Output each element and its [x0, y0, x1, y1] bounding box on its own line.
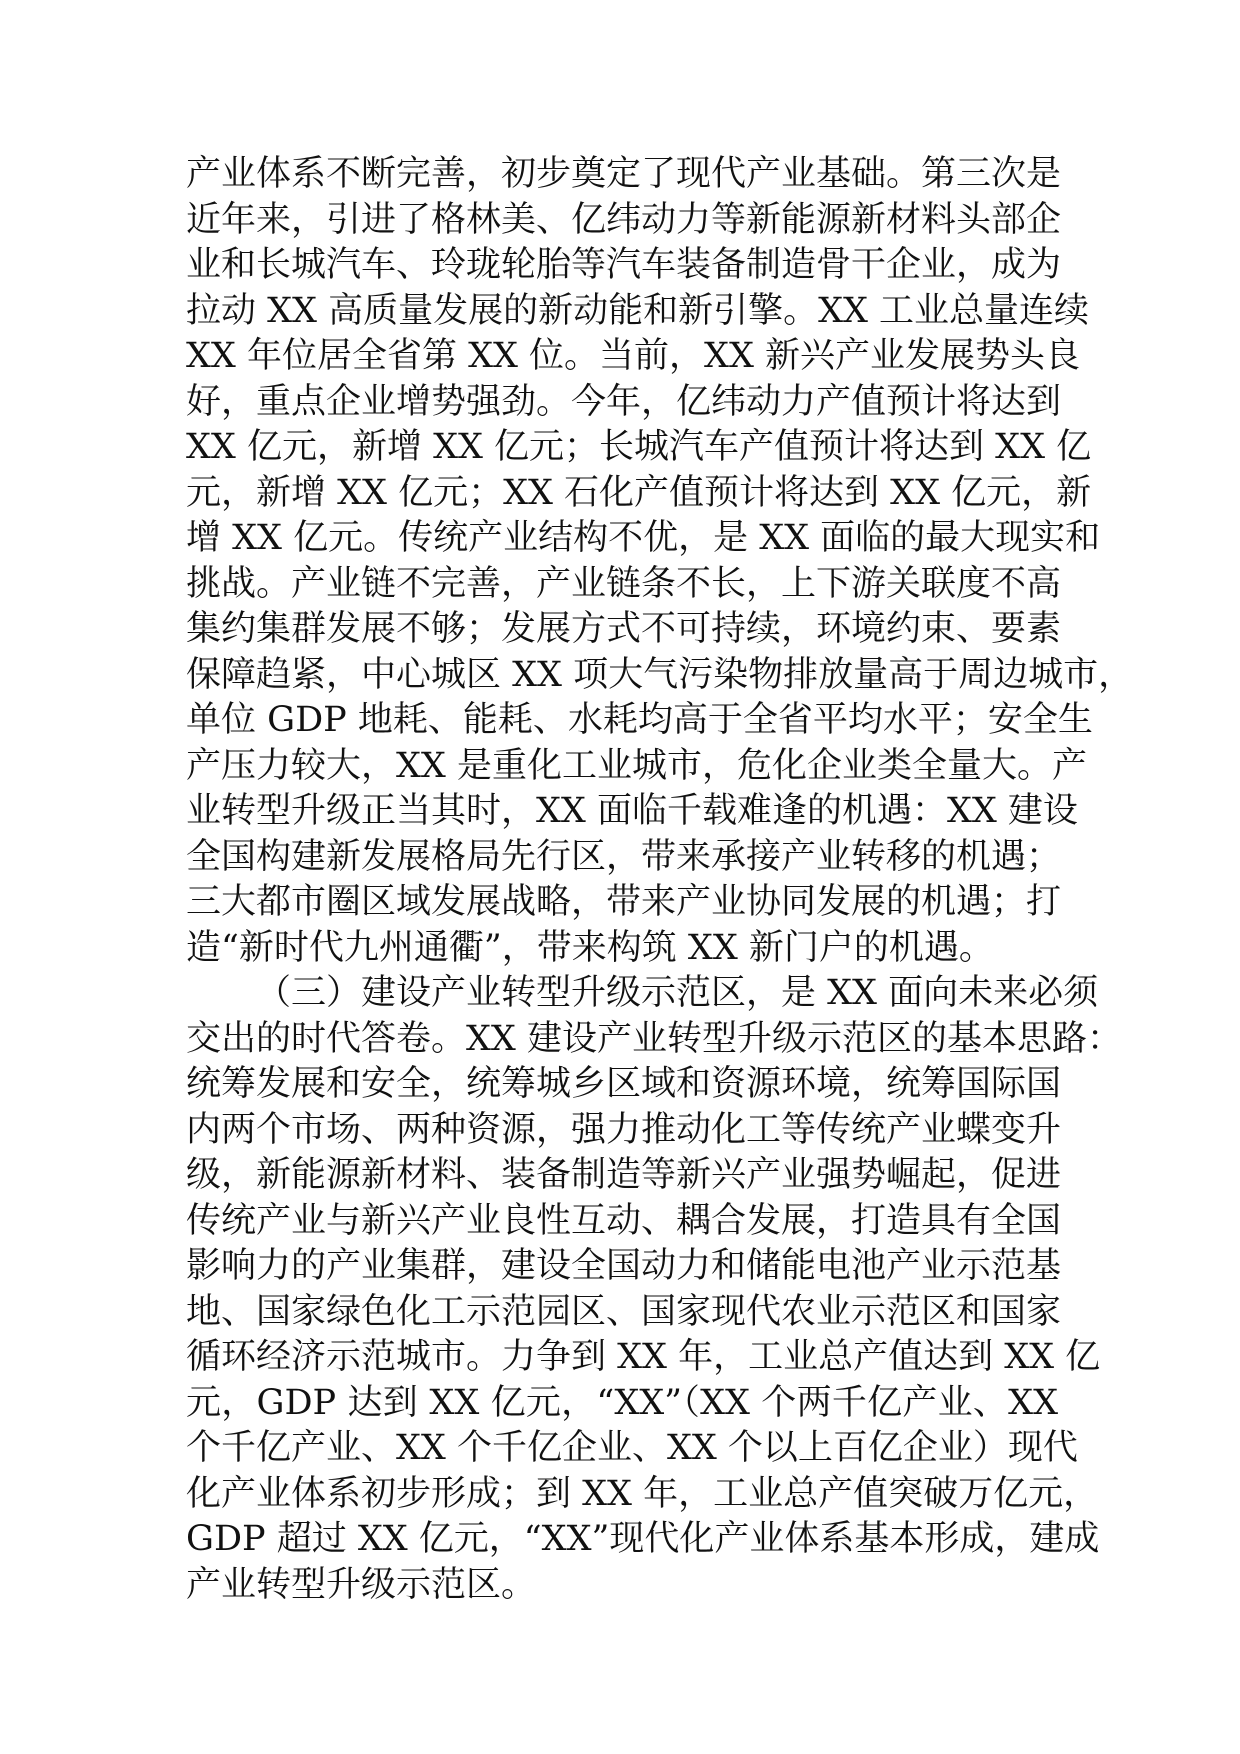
text-line: 保障趋紧，中心城区 XX 项大气污染物排放量高于周边城市，: [186, 654, 1134, 695]
text-line: GDP 超过 XX 亿元，“XX”现代化产业体系基本形成，建成: [186, 1519, 1100, 1559]
text-line: 业和长城汽车、玲珑轮胎等汽车装备制造骨干企业，成为: [186, 245, 1062, 285]
text-line: 元，GDP 达到 XX 亿元，“XX”（XX 个两千亿产业、XX: [186, 1382, 1058, 1423]
text-line: 集约集群发展不够；发展方式不可持续，环境约束、要素: [186, 609, 1062, 649]
text-line: 单位 GDP 地耗、能耗、水耗均高于全省平均水平；安全生: [186, 700, 1093, 740]
text-line: 交出的时代答卷。XX 建设产业转型升级示范区的基本思路：: [186, 1018, 1122, 1059]
paragraph-2: [186, 971, 1122, 1608]
text-line: 级，新能源新材料、装备制造等新兴产业强势崛起，促进: [186, 1155, 1062, 1195]
text-line: 全国构建新发展格局先行区，带来承接产业转移的机遇；: [186, 836, 1062, 877]
text-line: 化产业体系初步形成；到 XX 年，工业总产值突破万亿元，: [186, 1473, 1099, 1514]
text-line: 地、国家绿色化工示范园区、国家现代农业示范区和国家: [186, 1291, 1062, 1332]
text-line: 产业体系不断完善，初步奠定了现代产业基础。第三次是: [186, 154, 1062, 194]
text-line: （三）建设产业转型升级示范区，是 XX 面向未来必须: [256, 973, 1099, 1013]
text-line: XX 年位居全省第 XX 位。当前，XX 新兴产业发展势头良: [186, 336, 1081, 376]
text-line: 挑战。产业链不完善，产业链条不长，上下游关联度不高: [186, 563, 1062, 604]
paragraph-1: [186, 152, 1134, 971]
text-line: 元，新增 XX 亿元；XX 石化产值预计将达到 XX 亿元，新: [186, 472, 1092, 513]
text-line: 三大都市圈区域发展战略，带来产业协同发展的机遇；打: [186, 882, 1062, 922]
text-line: XX 亿元，新增 XX 亿元；长城汽车产值预计将达到 XX 亿: [186, 427, 1092, 467]
text-line: 个千亿产业、XX 个千亿企业、XX 个以上百亿企业）现代: [186, 1428, 1078, 1468]
text-line: 造“新时代九州通衢”，带来构筑 XX 新门户的机遇。: [186, 927, 994, 968]
text-line: 循环经济示范城市。力争到 XX 年，工业总产值达到 XX 亿: [186, 1337, 1101, 1377]
text-line: 内两个市场、两种资源，强力推动化工等传统产业蝶变升: [186, 1109, 1062, 1150]
text-line: 近年来，引进了格林美、亿纬动力等新能源新材料头部企: [186, 199, 1062, 240]
text-line: 产业转型升级示范区。: [186, 1564, 537, 1605]
text-line: 传统产业与新兴产业良性互动、耦合发展，打造具有全国: [186, 1200, 1062, 1241]
text-line: 业转型升级正当其时，XX 面临千载难逢的机遇：XX 建设: [186, 791, 1078, 831]
document-body: [186, 152, 1134, 1608]
text-line: 好，重点企业增势强劲。今年，亿纬动力产值预计将达到: [186, 381, 1062, 422]
text-line: 统筹发展和安全，统筹城乡区域和资源环境，统筹国际国: [186, 1064, 1062, 1104]
text-line: 增 XX 亿元。传统产业结构不优，是 XX 面临的最大现实和: [186, 518, 1101, 558]
text-line: 拉动 XX 高质量发展的新动能和新引擎。XX 工业总量连续: [186, 290, 1090, 331]
text-line: 产压力较大，XX 是重化工业城市，危化企业类全量大。产: [186, 745, 1087, 786]
text-line: 影响力的产业集群，建设全国动力和储能电池产业示范基: [186, 1246, 1062, 1286]
